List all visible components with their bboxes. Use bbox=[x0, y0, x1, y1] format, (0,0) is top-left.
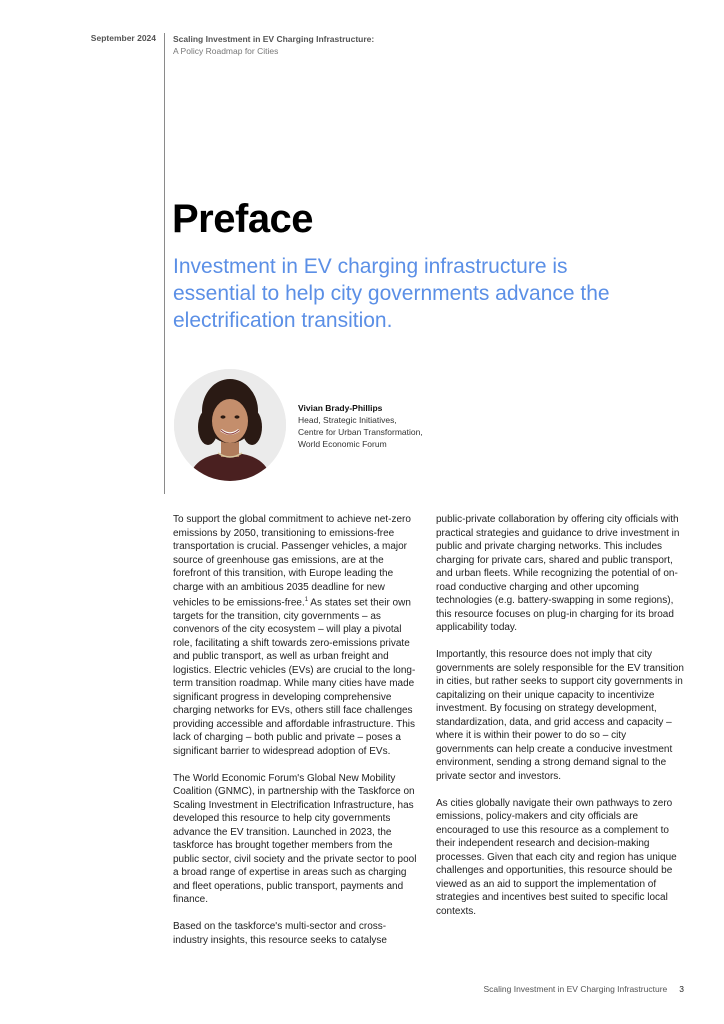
body-paragraph bbox=[173, 513, 421, 758]
page-footer bbox=[483, 984, 684, 994]
header-report-subtitle: A Policy Roadmap for Cities bbox=[173, 46, 279, 56]
footer-report-title: Scaling Investment in EV Charging Infrastructure bbox=[483, 984, 668, 994]
body-paragraph: Importantly, this resource does not imply that city governments are solely responsible for the EV transition in cities, but rather seeks to support city governments in capitalizing on their unique capacity to incentivize investment. By focusing on strategy development, standardization, data, and grid access and capacity – where it is within their power to do so – city governments can help create a conducive investment environment, sending a strong demand signal to the private sector and investors. bbox=[436, 649, 684, 782]
author-department: Centre for Urban Transformation, bbox=[298, 427, 423, 437]
author-name: Vivian Brady-Phillips bbox=[298, 403, 383, 413]
page-number: 3 bbox=[679, 984, 684, 994]
body-column-right bbox=[436, 513, 686, 932]
body-paragraph: Based on the taskforce's multi-sector and cross-industry insights, this resource seeks to catalyse bbox=[173, 921, 387, 946]
body-paragraph: As cities globally navigate their own pathways to zero emissions, policy-makers and city officials are encouraged to use this resource as a complement to their independent research and decision-making processes. Given that each city and region has unique challenges and opportunities, this resource should be viewed as an aid to support the implementation of strategies and incentives best suited to specific local contexts. bbox=[436, 797, 677, 917]
vertical-rule bbox=[164, 33, 165, 494]
author-photo bbox=[174, 369, 286, 481]
running-header bbox=[173, 33, 374, 57]
body-paragraph: The World Economic Forum's Global New Mobility Coalition (GNMC), in partnership with the Taskforce on Scaling Investment in Electrification Infrastructure, has developed this resource to help city governments advance the EV transition. Launched in 2023, the taskforce has brought together members from the public sector, civil society and the private sector to pool a broad range of expertise in areas such as charging and fleet operations, public transport, payments and finance. bbox=[173, 772, 417, 906]
footnote-marker[interactable]: 1 bbox=[304, 597, 309, 603]
body-column-left bbox=[173, 513, 421, 961]
author-organization: World Economic Forum bbox=[298, 439, 387, 449]
page-title: Preface bbox=[172, 197, 314, 241]
paragraph-text: To support the global commitment to achieve net-zero emissions by 2050, transitioning to emissions-free transportation is crucial. Passenger vehicles, a major source of greenhouse gas emissions, are at the forefront of this transition, with Europe leading the charge with an ambitious 2035 deadline for new vehicles to be emissions-free. bbox=[173, 514, 411, 609]
author-role: Head, Strategic Initiatives, bbox=[298, 415, 397, 425]
body-paragraph: public-private collaboration by offering city officials with practical strategies and guidance to drive investment in public and private charging networks. This includes charging for private cars, shared and public transport, and urban fleets. While recognizing the potential of on-road conductive charging and other upcoming technologies (e.g. battery-swapping in some regions), this resource focuses on plug-in charging for its broad applicability today. bbox=[436, 514, 680, 633]
header-report-title: Scaling Investment in EV Charging Infrastructure: bbox=[173, 34, 375, 44]
lead-statement: Investment in EV charging infrastructure is essential to help city governments advance the electrification transition. bbox=[173, 255, 610, 332]
paragraph-text: As states set their own targets for the transition, city governments – as convenors of the city ecosystem – will play a pivotal role, facilitating a shift towards zero-emissions private and public transport, as well as urban freight and logistics. Electric vehicles (EVs) are crucial to the long-term transition roadmap. While many cities have made significant progress in developing comprehensive charging networks for EVs, others still face challenges providing accessible and affordable infrastructure. This lack of charging – both public and private – poses a significant barrier to widespread adoption of EVs. bbox=[173, 597, 416, 757]
header-date: September 2024 bbox=[90, 33, 156, 43]
author-block bbox=[298, 402, 423, 450]
